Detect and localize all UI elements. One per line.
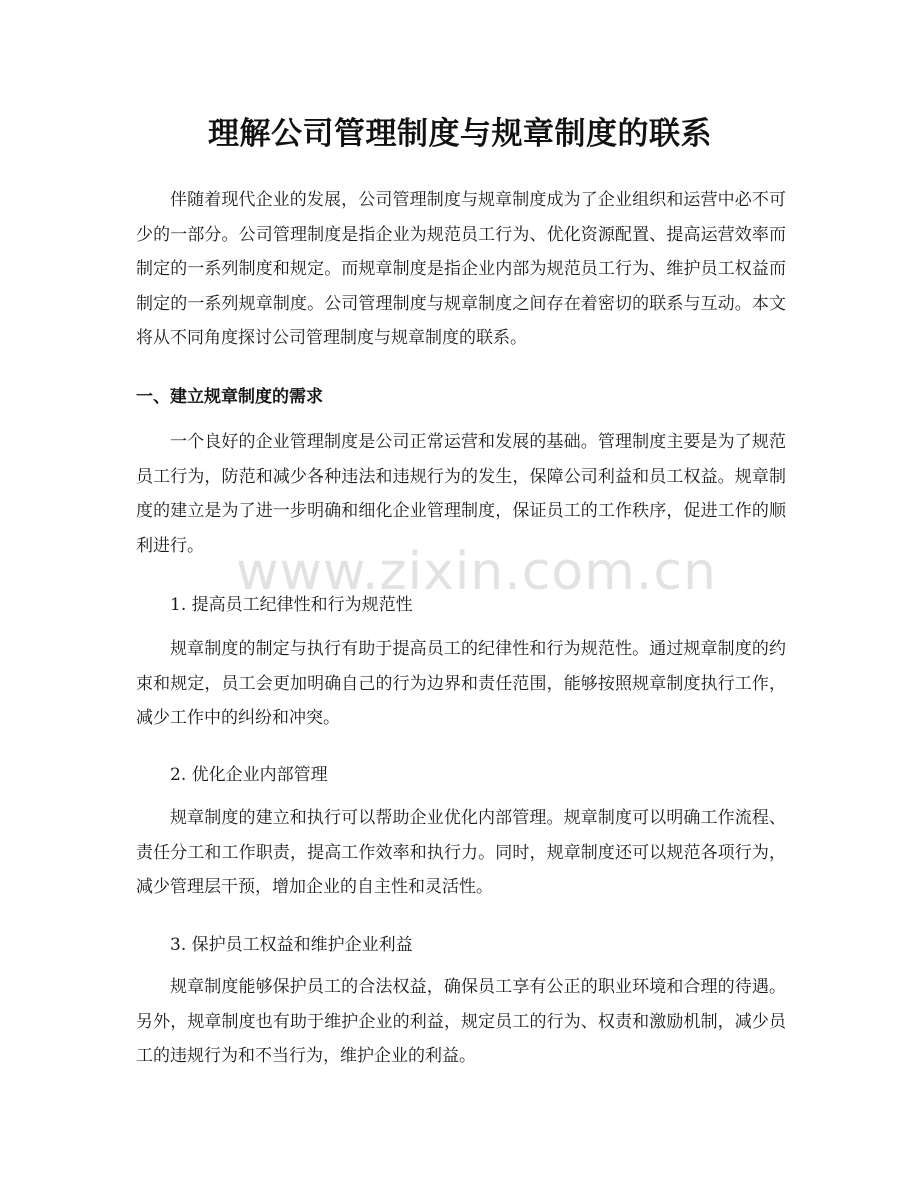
section-body-paragraph: 一个良好的企业管理制度是公司正常运营和发展的基础。管理制度主要是为了规范员工行为，防范和减少各种违法和违规行为的发生，保障公司利益和员工权益。规章制度的建立是为了进一步明确和细化企业管理制度，保证员工的工作秩序，促进工作的顺利进行。 bbox=[136, 432, 786, 556]
document-title: 理解公司管理制度与规章制度的联系 bbox=[208, 116, 712, 152]
subsection-heading-2: 2. 优化企业内部管理 bbox=[170, 765, 328, 785]
subsection-heading-1: 1. 提高员工纪律性和行为规范性 bbox=[170, 595, 413, 615]
section-heading: 一、建立规章制度的需求 bbox=[136, 387, 323, 407]
subsection-heading-3: 3. 保护员工权益和维护企业利益 bbox=[170, 935, 413, 955]
watermark: www.zixin.com.cn bbox=[236, 542, 717, 602]
subsection-body-2: 规章制度的建立和执行可以帮助企业优化内部管理。规章制度可以明确工作流程、责任分工和工作职责，提高工作效率和执行力。同时，规章制度还可以规范各项行为，减少管理层干预，增加企业的自主性和灵活性。 bbox=[136, 808, 786, 897]
subsection-body-1: 规章制度的制定与执行有助于提高员工的纪律性和行为规范性。通过规章制度的约束和规定，员工会更加明确自己的行为边界和责任范围，能够按照规章制度执行工作，减少工作中的纠纷和冲突。 bbox=[136, 639, 786, 728]
subsection-body-3: 规章制度能够保护员工的合法权益，确保员工享有公正的职业环境和合理的待遇。另外，规章制度也有助于维护企业的利益，规定员工的行为、权责和激励机制，减少员工的违规行为和不当行为，维护企业的利益。 bbox=[136, 977, 786, 1066]
intro-paragraph: 伴随着现代企业的发展，公司管理制度与规章制度成为了企业组织和运营中必不可少的一部分。公司管理制度是指企业为规范员工行为、优化资源配置、提高运营效率而制定的一系列制度和规定。而规章制度是指企业内部为规范员工行为、维护员工权益而制定的一系列规章制度。公司管理制度与规章制度之间存在着密切的联系与互动。本文将从不同角度探讨公司管理制度与规章制度的联系。 bbox=[136, 190, 786, 348]
